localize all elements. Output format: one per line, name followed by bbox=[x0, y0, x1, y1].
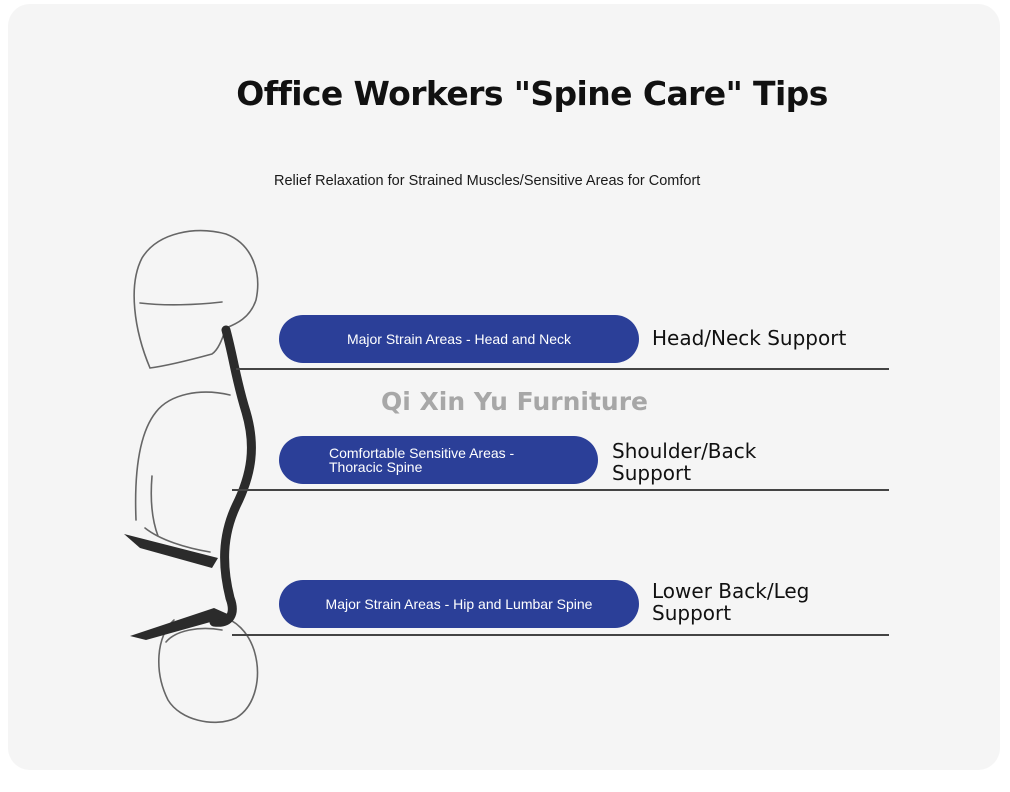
support-label-lower-back-leg: Lower Back/Leg Support bbox=[652, 579, 810, 625]
brand-watermark: Qi Xin Yu Furniture bbox=[381, 387, 649, 416]
divider-line-lumbar bbox=[232, 634, 889, 636]
strain-tag-hip-lumbar: Major Strain Areas - Hip and Lumbar Spine bbox=[279, 580, 639, 628]
divider-line-back bbox=[232, 489, 889, 491]
strain-tag-head-neck: Major Strain Areas - Head and Neck bbox=[279, 315, 639, 363]
support-label-head-neck: Head/Neck Support bbox=[652, 326, 847, 350]
support-label-shoulder-back: Shoulder/Back Support bbox=[612, 439, 757, 485]
page-subtitle: Relief Relaxation for Strained Muscles/Sensitive Areas for Comfort bbox=[274, 173, 701, 189]
page-title: Office Workers "Spine Care" Tips bbox=[236, 74, 828, 113]
strain-tag-thoracic: Comfortable Sensitive Areas - Thoracic Spine bbox=[279, 436, 598, 484]
divider-line-head bbox=[236, 368, 889, 370]
